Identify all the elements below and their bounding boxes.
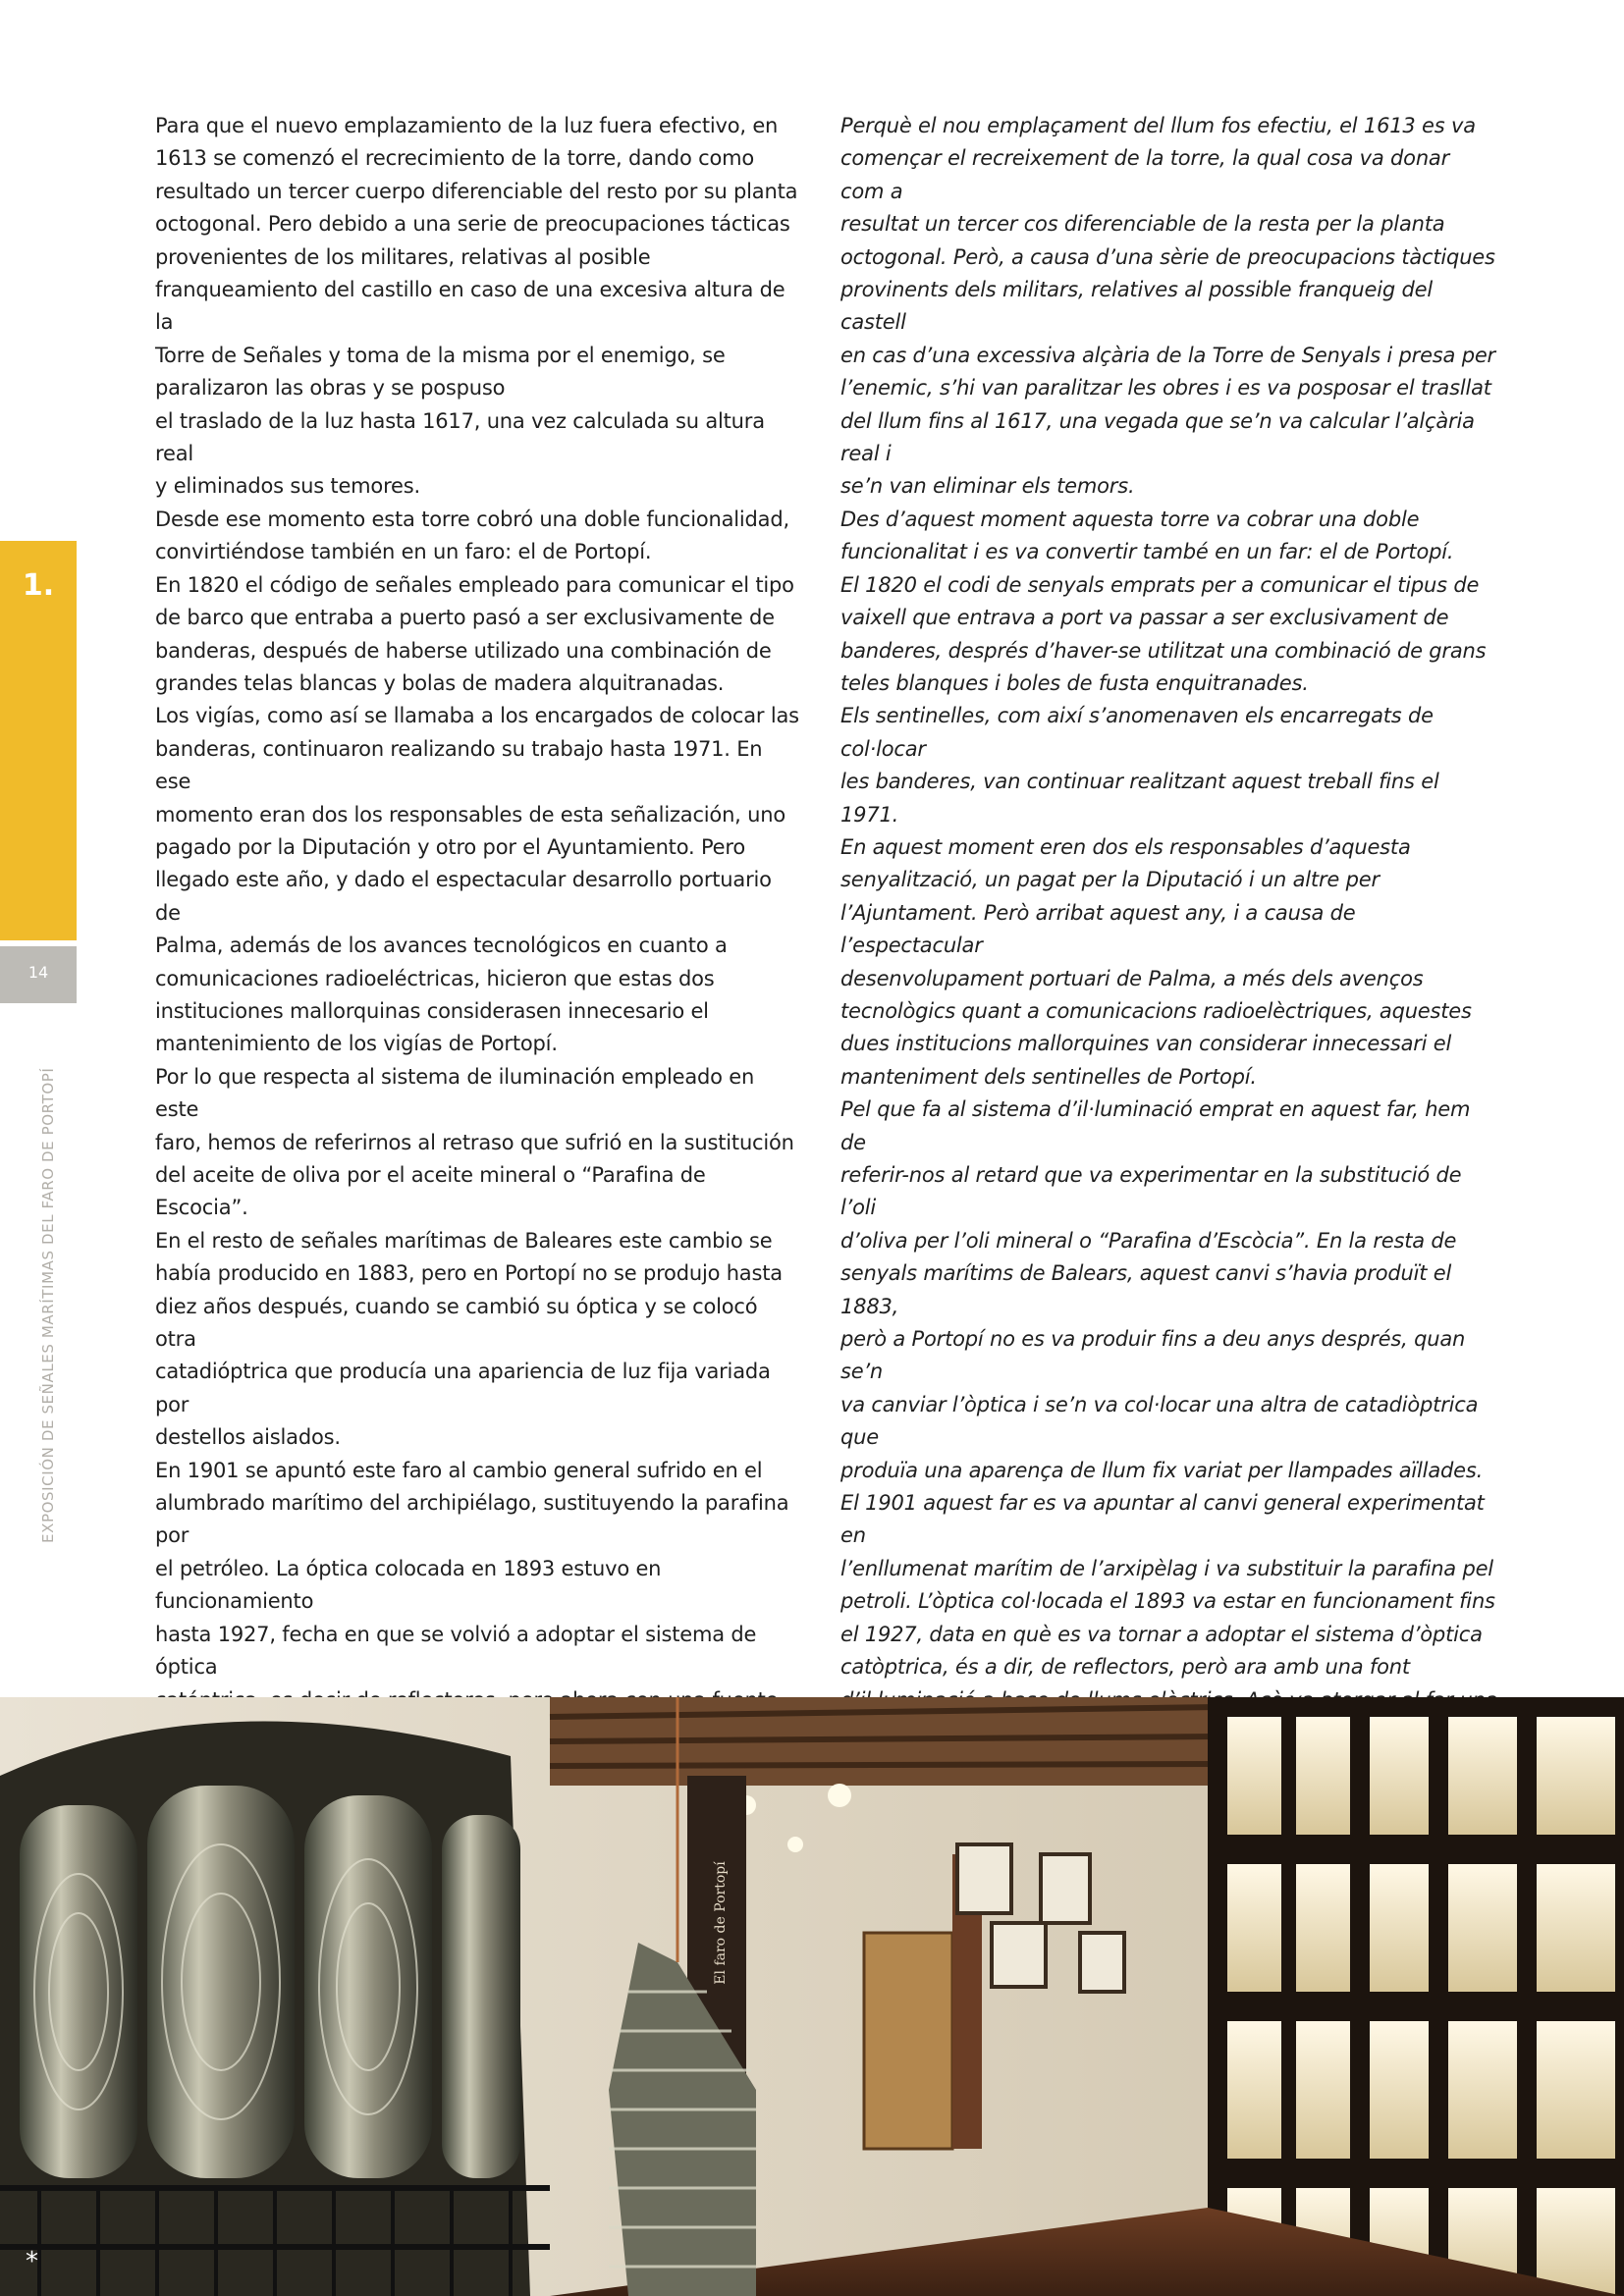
catalan-line: del llum fins al 1617, una vegada que se’n va calcular l’alçària real i (840, 408, 1475, 466)
spanish-line: instituciones mallorquinas considerasen innecesario el (155, 998, 709, 1023)
catalan-line: banderes, després d’haver-se utilitzat una combinació de grans (840, 638, 1487, 663)
spanish-line: En el resto de señales marítimas de Baleares este cambio se (155, 1228, 773, 1253)
spanish-line: 1613 se comenzó el recrecimiento de la torre, dando como (155, 146, 755, 171)
catalan-text-column (840, 110, 1498, 1913)
catalan-line: Pel que fa al sistema d’il·luminació emprat en aquest far, hem de (840, 1097, 1471, 1154)
catalan-line: tecnològics quant a comunicacions radioelèctriques, aquestes (840, 998, 1472, 1023)
catalan-line: dues institucions mallorquines van considerar innecessari el (840, 1032, 1452, 1056)
spanish-line: Por lo que respecta al sistema de iluminación empleado en este (155, 1064, 755, 1122)
catalan-line: Perquè el nou emplaçament del llum fos efectiu, el 1613 es va (840, 114, 1476, 137)
spanish-line: alumbrado marítimo del archipiélago, sustituyendo la parafina por (155, 1491, 789, 1548)
catalan-line: però a Portopí no es va produir fins a deu anys després, quan se’n (840, 1327, 1466, 1384)
catalan-line: se’n van eliminar els temors. (840, 474, 1135, 499)
spanish-line: y eliminados sus temores. (155, 474, 420, 499)
catalan-line: senyalització, un pagat per la Diputació i un altre per (840, 868, 1380, 892)
catalan-line: funcionalitat i es va convertir també en un far: el de Portopí. (840, 540, 1454, 564)
lighthouse-lens-exhibit-illustration (0, 1697, 1624, 2296)
page-number-tab (0, 946, 77, 1003)
spanish-line: momento eran dos los responsables de esta señalización, uno (155, 802, 785, 827)
catalan-line: produïa una aparença de llum fix variat per llampades aïllades. (840, 1458, 1484, 1482)
catalan-line: Els sentinelles, com així s’anomenaven els encarregats de col·locar (840, 704, 1434, 761)
spanish-line: diez años después, cuando se cambió su óptica y se colocó otra (155, 1294, 758, 1352)
spanish-line: En 1820 el código de señales empleado para comunicar el tipo (155, 572, 794, 597)
catalan-line: Des d’aquest moment aquesta torre va cobrar una doble (840, 507, 1420, 531)
spanish-line: mantenimiento de los vigías de Portopí. (155, 1032, 558, 1056)
catalan-line: començar el recreixement de la torre, la qual cosa va donar com a (840, 146, 1450, 203)
catalan-line: l’enemic, s’hi van paralitzar les obres i es va posposar el trasllat (840, 376, 1491, 400)
spanish-line: Los vigías, como así se llamaba a los encargados de colocar las (155, 704, 799, 728)
catalan-line: octogonal. Però, a causa d’una sèrie de preocupacions tàctiques (840, 244, 1495, 269)
catalan-line: les banderes, van continuar realitzant aquest treball fins el 1971. (840, 770, 1439, 827)
spanish-line: había producido en 1883, pero en Portopí no se produjo hasta (155, 1261, 783, 1286)
catalan-line: desenvolupament portuari de Palma, a més dels avenços (840, 966, 1424, 990)
chapter-tab (0, 541, 77, 940)
spanish-line: En 1901 se apuntó este faro al cambio general sufrido en el (155, 1458, 763, 1482)
catalan-line: va canviar l’òptica i se’n va col·locar una altra de catadiòptrica que (840, 1392, 1479, 1450)
spanish-line: pagado por la Diputación y otro por el Ayuntamiento. Pero (155, 834, 746, 859)
spanish-line: banderas, continuaron realizando su trabajo hasta 1971. En ese (155, 736, 763, 794)
spanish-line: llegado este año, y dado el espectacular desarrollo portuario de (155, 868, 772, 925)
spanish-line: Desde ese momento esta torre cobró una doble funcionalidad, (155, 507, 789, 531)
spanish-line: faro, hemos de referirnos al retraso que sufrió en la sustitución (155, 1130, 794, 1154)
catalan-line: el 1927, data en què es va tornar a adoptar el sistema d’òptica (840, 1622, 1483, 1646)
catalan-line: l’enllumenat marítim de l’arxipèlag i va substituir la parafina pel (840, 1556, 1493, 1580)
catalan-line: provinents dels militars, relatives al possible franqueig del castell (840, 278, 1433, 335)
catalan-line: El 1820 el codi de senyals emprats per a comunicar el tipus de (840, 572, 1480, 597)
spanish-line: paralizaron las obras y se pospuso (155, 376, 506, 400)
spanish-line: Palma, además de los avances tecnológicos en cuanto a (155, 934, 728, 958)
photo-banner-text: El faro de Portopí (713, 1861, 729, 1985)
vertical-section-title: EXPOSICIÓN DE SEÑALES MARÍTIMAS DEL FARO DE PORTOPÍ (39, 1067, 57, 1543)
spanish-line: resultado un tercer cuerpo diferenciable del resto por su planta (155, 179, 798, 203)
page-number: 14 (27, 963, 49, 982)
catalan-line: referir-nos al retard que va experimentar en la substitució de l’oli (840, 1163, 1462, 1220)
spanish-line: Torre de Señales y toma de la misma por el enemigo, se (155, 343, 726, 367)
decorative-star-icon: * (26, 2247, 38, 2276)
catalan-line: teles blanques i boles de fusta enquitranades. (840, 670, 1309, 695)
spanish-line: convirtiéndose también en un faro: el de Portopí. (155, 540, 652, 564)
spanish-line: provenientes de los militares, relativas al posible (155, 244, 651, 269)
catalan-line: d’oliva per l’oli mineral o “Parafina d’Escòcia”. En la resta de (840, 1228, 1457, 1253)
catalan-line: vaixell que entrava a port va passar a ser exclusivament de (840, 606, 1449, 630)
spanish-line: catadióptrica que producía una apariencia de luz fija variada por (155, 1360, 771, 1416)
spanish-line: grandes telas blancas y bolas de madera alquitranadas. (155, 670, 725, 695)
spanish-line: comunicaciones radioeléctricas, hicieron que estas dos (155, 966, 715, 990)
spanish-line: franqueamiento del castillo en caso de una excesiva altura de la (155, 278, 785, 335)
catalan-line: El 1901 aquest far es va apuntar al canvi general experimentat en (840, 1491, 1485, 1548)
catalan-line: senyals marítims de Balears, aquest canvi s’havia produït el 1883, (840, 1261, 1452, 1318)
spanish-line: banderas, después de haberse utilizado una combinación de (155, 638, 772, 663)
spanish-line: el traslado de la luz hasta 1617, una vez calculada su altura real (155, 408, 765, 466)
spanish-line: Para que el nuevo emplazamiento de la luz fuera efectivo, en (155, 114, 779, 137)
catalan-line: En aquest moment eren dos els responsables d’aquesta (840, 834, 1411, 859)
spanish-line: de barco que entraba a puerto pasó a ser exclusivamente de (155, 606, 775, 630)
catalan-line: l’Ajuntament. Però arribat aquest any, i a causa de l’espectacular (840, 900, 1356, 958)
chapter-number: 1. (22, 568, 55, 603)
spanish-line: octogonal. Pero debido a una serie de preocupaciones tácticas (155, 212, 790, 237)
catalan-line: resultat un tercer cos diferenciable de la resta per la planta (840, 212, 1445, 237)
catalan-line: catòptrica, és a dir, de reflectors, però ara amb una font (840, 1655, 1410, 1680)
catalan-line: petroli. L’òptica col·locada el 1893 va estar en funcionament fins (840, 1589, 1495, 1614)
catalan-line: en cas d’una excessiva alçària de la Torre de Senyals i presa per (840, 343, 1495, 367)
spanish-line: el petróleo. La óptica colocada en 1893 estuvo en funcionamiento (155, 1556, 662, 1614)
spanish-line: destellos aislados. (155, 1425, 341, 1450)
museum-photo (0, 1697, 1624, 2296)
spanish-line: del aceite de oliva por el aceite mineral o “Parafina de Escocia”. (155, 1163, 706, 1220)
spanish-line: hasta 1927, fecha en que se volvió a adoptar el sistema de óptica (155, 1622, 757, 1680)
catalan-line: manteniment dels sentinelles de Portopí. (840, 1064, 1257, 1089)
